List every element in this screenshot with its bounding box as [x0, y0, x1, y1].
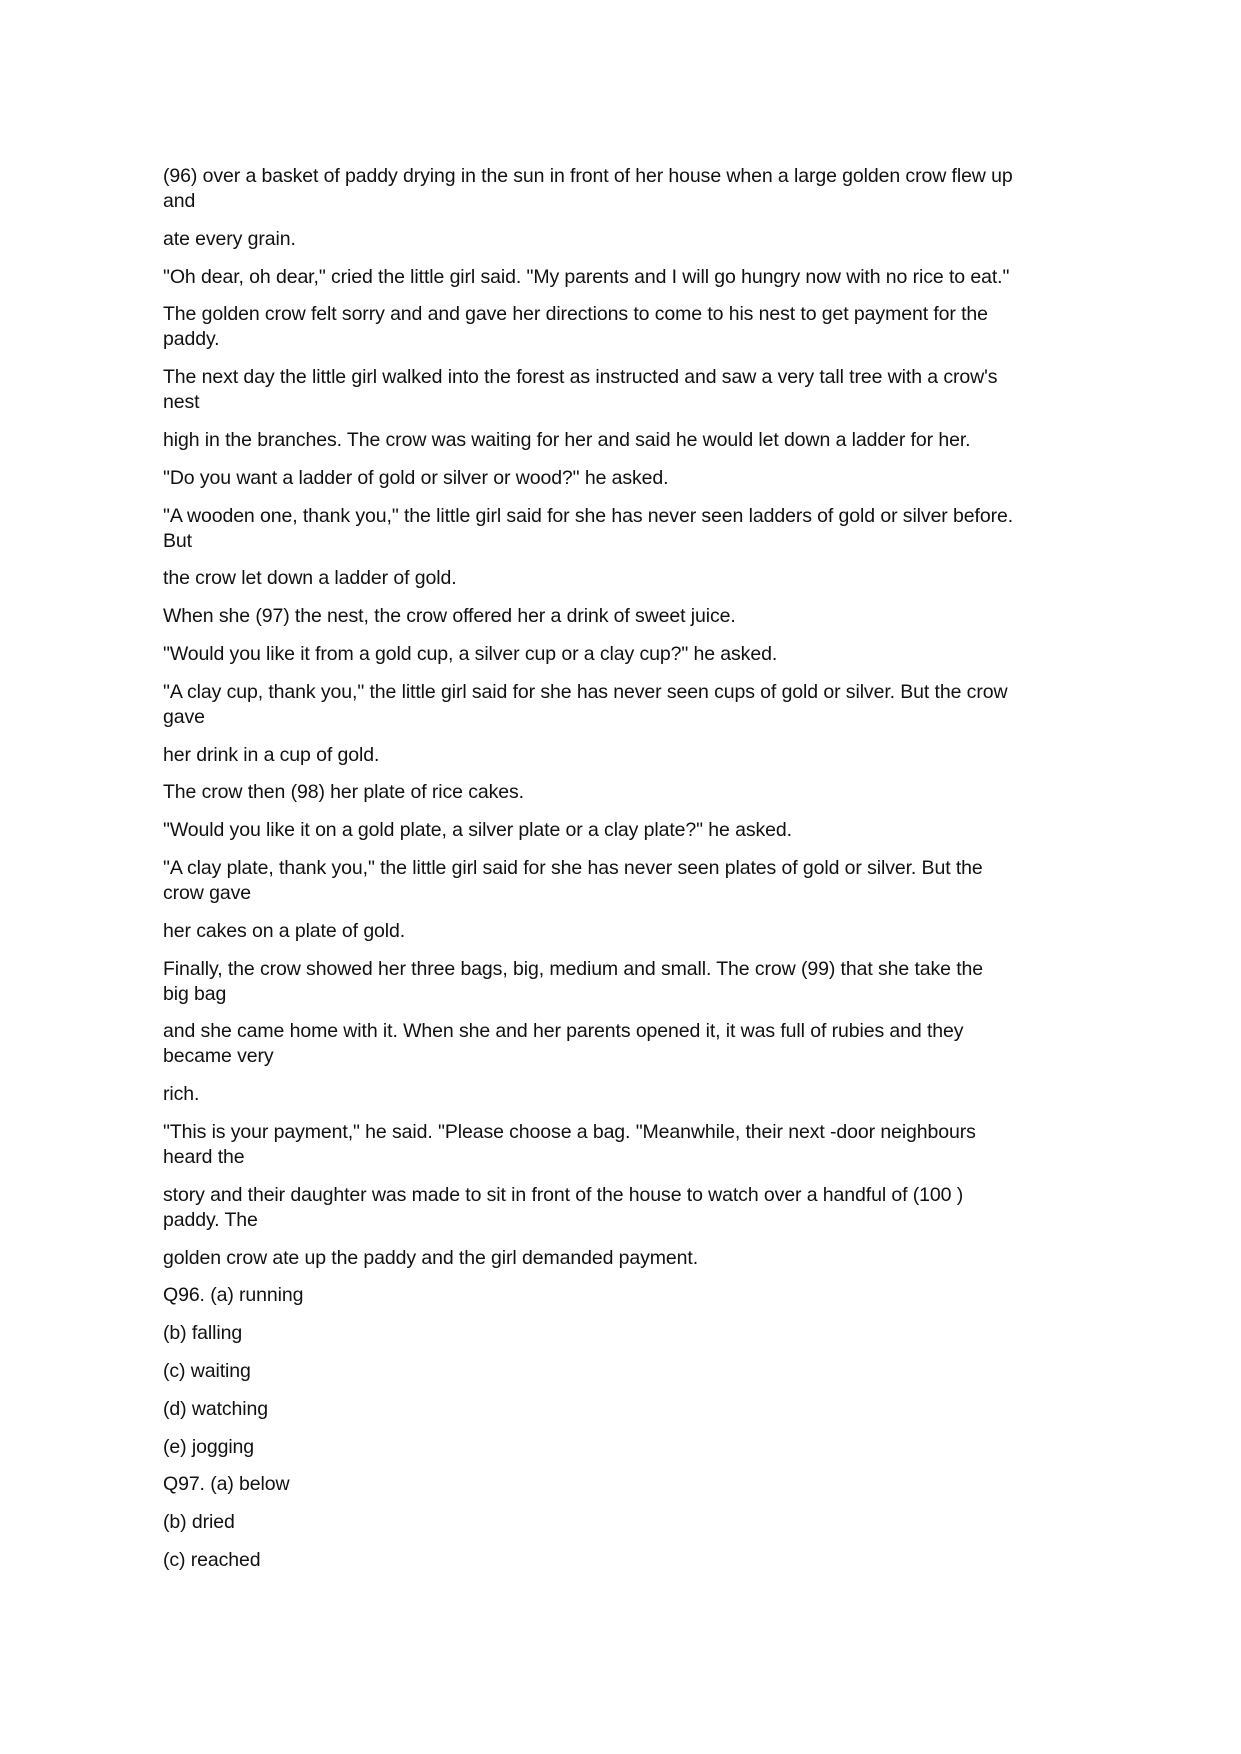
text-line: (c) reached	[163, 1548, 261, 1571]
text-line: golden crow ate up the paddy and the girl demanded payment.	[163, 1246, 699, 1269]
paragraph	[163, 1472, 1113, 1497]
paragraph	[163, 604, 1113, 629]
text-line: (b) dried	[163, 1511, 235, 1534]
paragraph	[163, 302, 1113, 352]
paragraph	[163, 743, 1113, 768]
text-line: (96) over a basket of paddy drying in the sun in front of her house when a large golden crow flew up	[163, 165, 1013, 187]
text-line: her drink in a cup of gold.	[163, 743, 380, 766]
text-line: The crow then (98) her plate of rice cakes.	[163, 781, 524, 804]
text-line: ate every grain.	[163, 227, 296, 250]
text-line: and she came home with it. When she and her parents opened it, it was full of rubies and they	[163, 1020, 964, 1043]
text-line: her cakes on a plate of gold.	[163, 919, 406, 942]
paragraph	[163, 428, 1113, 453]
text-line: "A wooden one, thank you," the little girl said for she has never seen ladders of gold or silver before.	[163, 504, 1014, 527]
text-line: When she (97) the nest, the crow offered her a drink of sweet juice.	[163, 605, 736, 628]
paragraph	[163, 1120, 1113, 1170]
text-line: the crow let down a ladder of gold.	[163, 567, 457, 590]
paragraph	[163, 1019, 1113, 1069]
paragraph	[163, 1283, 1113, 1308]
document-body	[163, 164, 1113, 1586]
paragraph	[163, 856, 1113, 906]
text-line: and	[163, 190, 196, 212]
text-line: (b) falling	[163, 1322, 243, 1345]
text-line: "Do you want a ladder of gold or silver or wood?" he asked.	[163, 466, 669, 489]
paragraph	[163, 365, 1113, 415]
text-line: Q97. (a) below	[163, 1473, 290, 1496]
paragraph	[163, 1082, 1113, 1107]
text-line: "A clay cup, thank you," the little girl said for she has never seen cups of gold or silver. But the crow	[163, 680, 1008, 703]
text-line: crow gave	[163, 881, 251, 904]
text-line: Q96. (a) running	[163, 1284, 304, 1307]
paragraph	[163, 466, 1113, 491]
text-line: paddy.	[163, 328, 220, 351]
text-line: story and their daughter was made to sit in front of the house to watch over a handful of (100 )	[163, 1183, 964, 1206]
paragraph	[163, 1548, 1113, 1573]
paragraph	[163, 957, 1113, 1007]
text-line: "Would you like it on a gold plate, a silver plate or a clay plate?" he asked.	[163, 819, 792, 842]
text-line: "A clay plate, thank you," the little girl said for she has never seen plates of gold or silver. But the	[163, 856, 983, 879]
text-line: "Would you like it from a gold cup, a silver cup or a clay cup?" he asked.	[163, 642, 778, 665]
text-line: (c) waiting	[163, 1359, 251, 1382]
paragraph	[163, 642, 1113, 667]
text-line: The golden crow felt sorry and and gave her directions to come to his nest to get payment for the	[163, 303, 988, 326]
paragraph	[163, 1510, 1113, 1535]
text-line: became very	[163, 1045, 274, 1068]
text-line: high in the branches. The crow was waiting for her and said he would let down a ladder for her.	[163, 428, 971, 451]
paragraph	[163, 1321, 1113, 1346]
text-line: The next day the little girl walked into the forest as instructed and saw a very tall tree with a crow's	[163, 366, 998, 389]
paragraph	[163, 227, 1113, 252]
text-line: (e) jogging	[163, 1435, 255, 1458]
text-line: paddy. The	[163, 1208, 258, 1231]
paragraph	[163, 919, 1113, 944]
paragraph	[163, 1359, 1113, 1384]
text-line: But	[163, 529, 192, 552]
paragraph	[163, 1246, 1113, 1271]
text-line: big bag	[163, 982, 227, 1005]
paragraph	[163, 164, 1113, 214]
paragraph	[163, 1183, 1113, 1233]
paragraph	[163, 1435, 1113, 1460]
text-line: rich.	[163, 1083, 200, 1106]
text-line: Finally, the crow showed her three bags, big, medium and small. The crow (99) that she take the	[163, 957, 984, 980]
paragraph	[163, 566, 1113, 591]
text-line: "This is your payment," he said. "Please choose a bag. "Meanwhile, their next -door neighbours	[163, 1120, 976, 1143]
text-line: heard the	[163, 1145, 245, 1168]
paragraph	[163, 504, 1113, 554]
text-line: nest	[163, 391, 200, 414]
text-line: gave	[163, 705, 205, 728]
text-line: "Oh dear, oh dear," cried the little girl said. "My parents and I will go hungry now with no rice to eat."	[163, 265, 1010, 288]
paragraph	[163, 680, 1113, 730]
text-line: (d) watching	[163, 1397, 269, 1420]
paragraph	[163, 1397, 1113, 1422]
paragraph	[163, 780, 1113, 805]
paragraph	[163, 265, 1113, 290]
paragraph	[163, 818, 1113, 843]
